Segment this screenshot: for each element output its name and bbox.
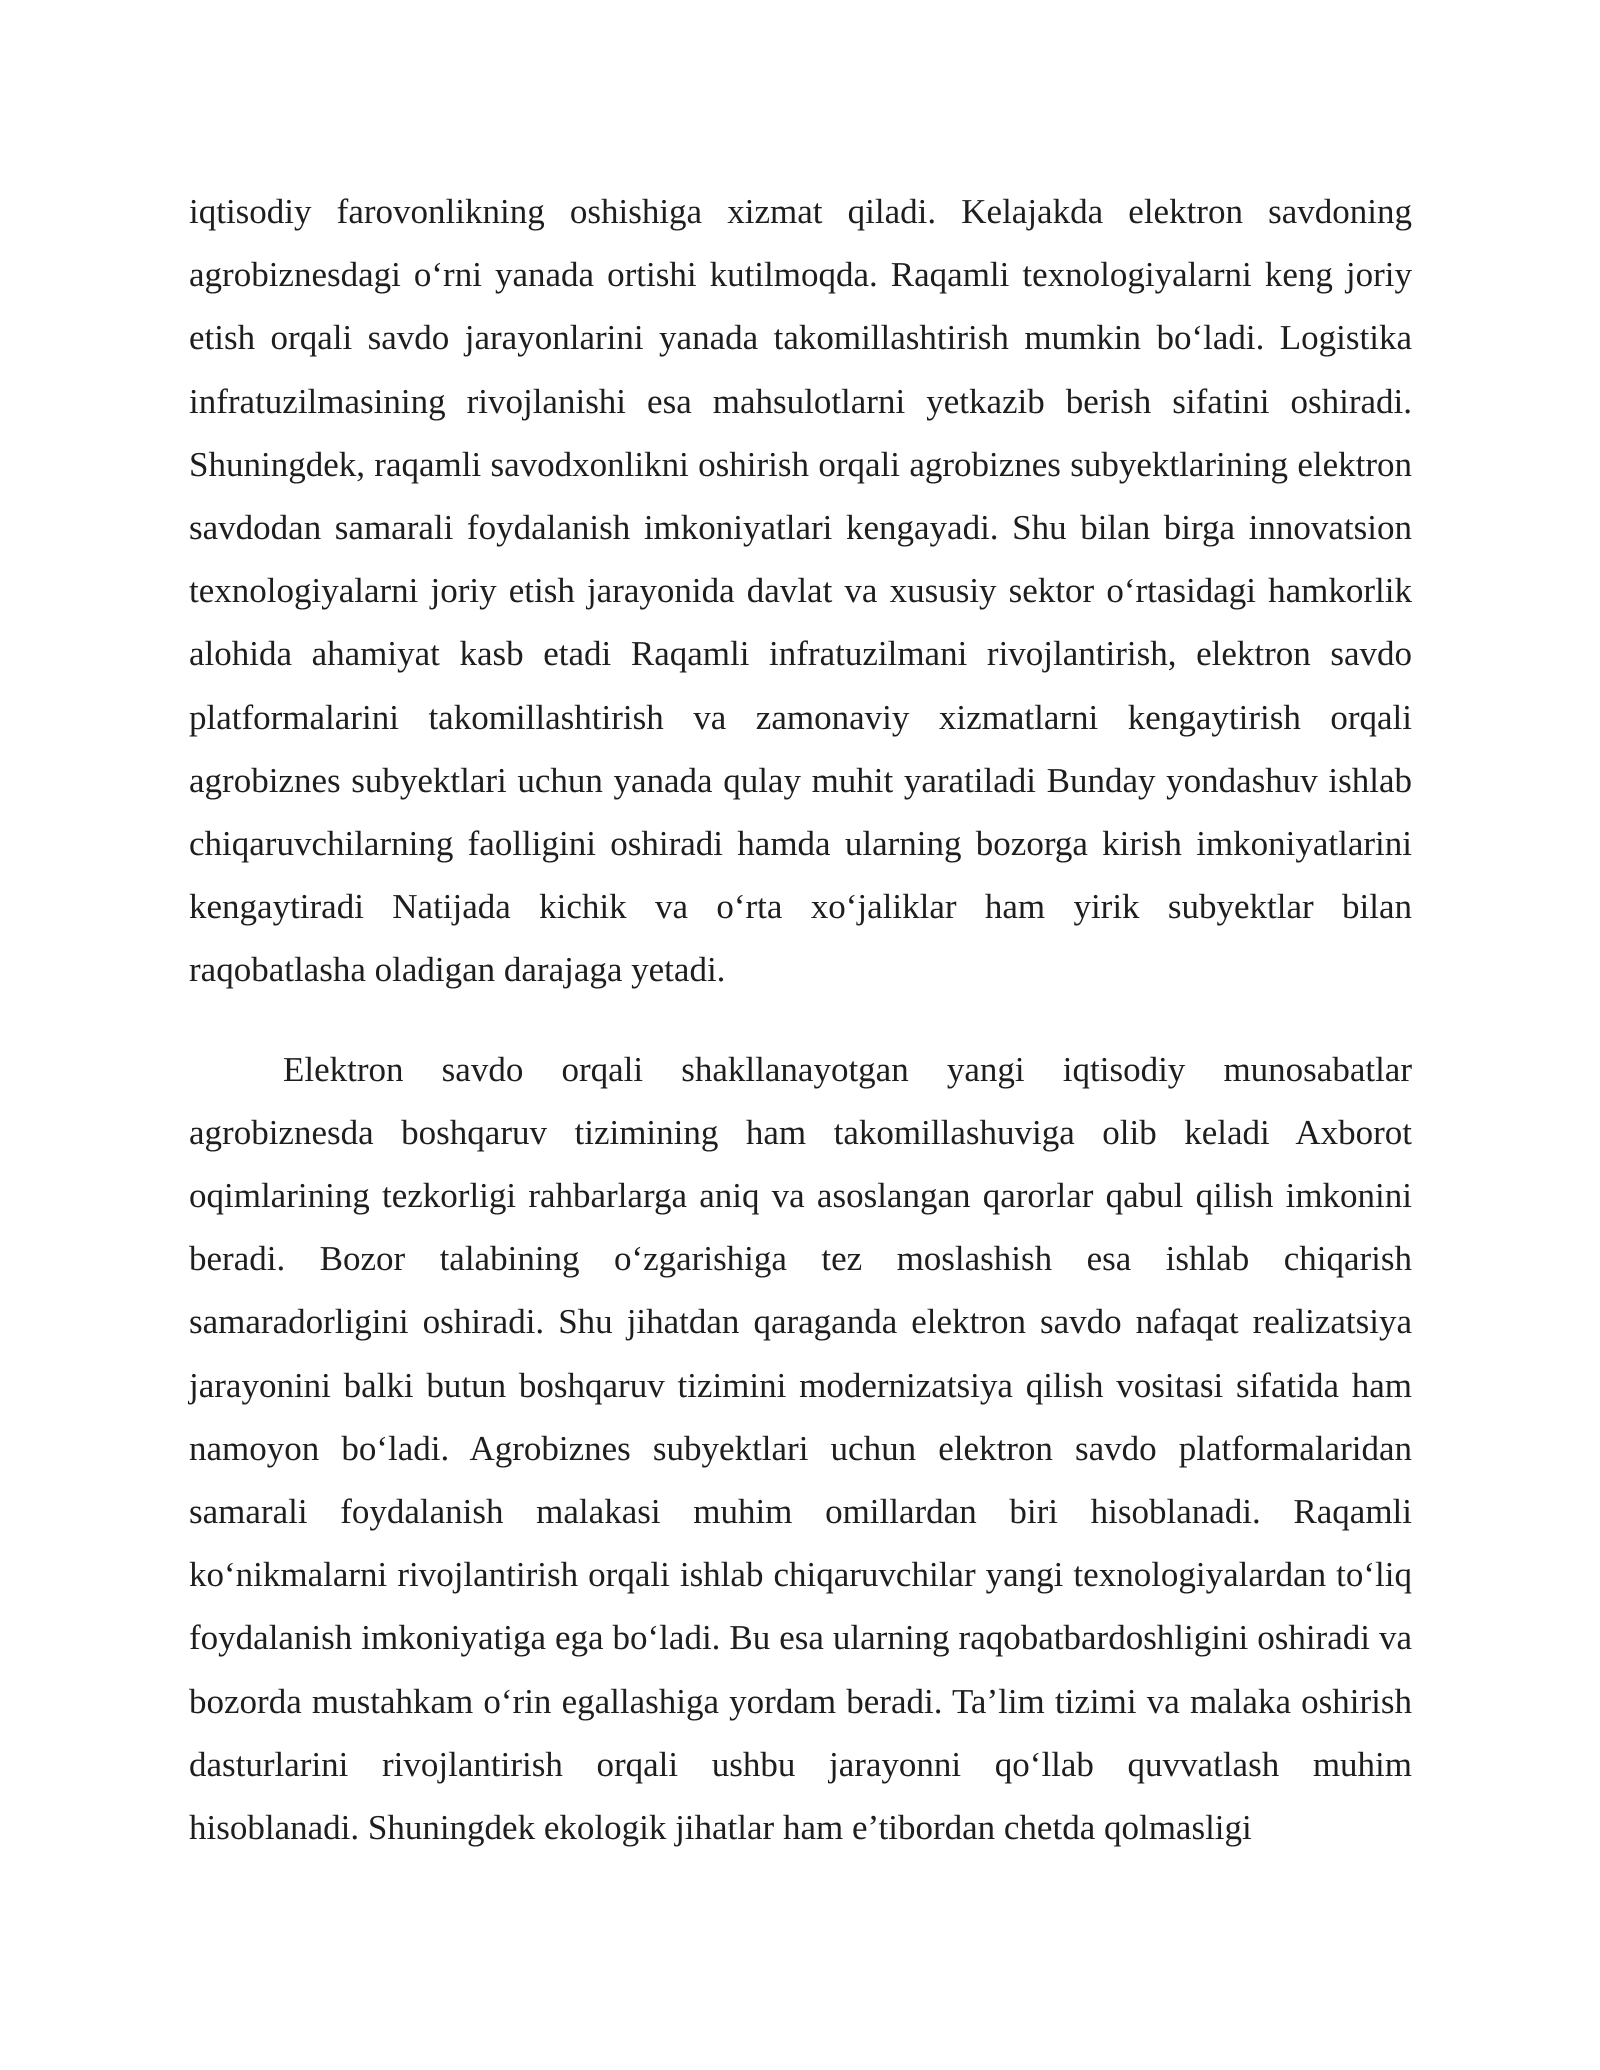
body-text [189, 180, 1412, 1859]
paragraph-1: iqtisodiy farovonlikning oshishiga xizmat qiladi. Kelajakda elektron savdoning agrobiznesdagi o‘rni yanada ortishi kutilmoqda. Raqamli texnologiyalarni keng joriy etish orqali savdo jarayonlarini yanada takomillashtirish mumkin bo‘ladi. Logistika infratuzilmasining rivojlanishi esa mahsulotlarni yetkazib berish sifatini oshiradi. Shuningdek, raqamli savodxonlikni oshirish orqali agrobiznes subyektlarining elektron savdodan samarali foydalanish imkoniyatlari kengayadi. Shu bilan birga innovatsion texnologiyalarni joriy etish jarayonida davlat va xususiy sektor o‘rtasidagi hamkorlik alohida ahamiyat kasb etadi Raqamli infratuzilmani rivojlantirish, elektron savdo platformalarini takomillashtirish va zamonaviy xizmatlarni kengaytirish orqali agrobiznes subyektlari uchun yanada qulay muhit yaratiladi Bunday yondashuv ishlab chiqaruvchilarning faolligini oshiradi hamda ularning bozorga kirish imkoniyatlarini kengaytiradi Natijada kichik va o‘rta xo‘jaliklar ham yirik subyektlar bilan raqobatlasha oladigan darajaga yetadi. [189, 192, 1412, 990]
paragraph-2: Elektron savdo orqali shakllanayotgan yangi iqtisodiy munosabatlar agrobiznesda boshqaruv tizimining ham takomillashuviga olib keladi Axborot oqimlarining tezkorligi rahbarlarga aniq va asoslangan qarorlar qabul qilish imkonini beradi. Bozor talabining o‘zgarishiga tez moslashish esa ishlab chiqarish samaradorligini oshiradi. Shu jihatdan qaraganda elektron savdo nafaqat realizatsiya jarayonini balki butun boshqaruv tizimini modernizatsiya qilish vositasi sifatida ham namoyon bo‘ladi. Agrobiznes subyektlari uchun elektron savdo platformalaridan samarali foydalanish malakasi muhim omillardan biri hisoblanadi. Raqamli ko‘nikmalarni rivojlantirish orqali ishlab chiqaruvchilar yangi texnologiyalardan to‘liq foydalanish imkoniyatiga ega bo‘ladi. Bu esa ularning raqobatbardoshligini oshiradi va bozorda mustahkam o‘rin egallashiga yordam beradi. Ta’lim tizimi va malaka oshirish dasturlarini rivojlantirish orqali ushbu jarayonni qo‘llab quvvatlash muhim hisoblanadi. Shuningdek ekologik jihatlar ham e’tibordan chetda qolmasligi [189, 1049, 1412, 1848]
